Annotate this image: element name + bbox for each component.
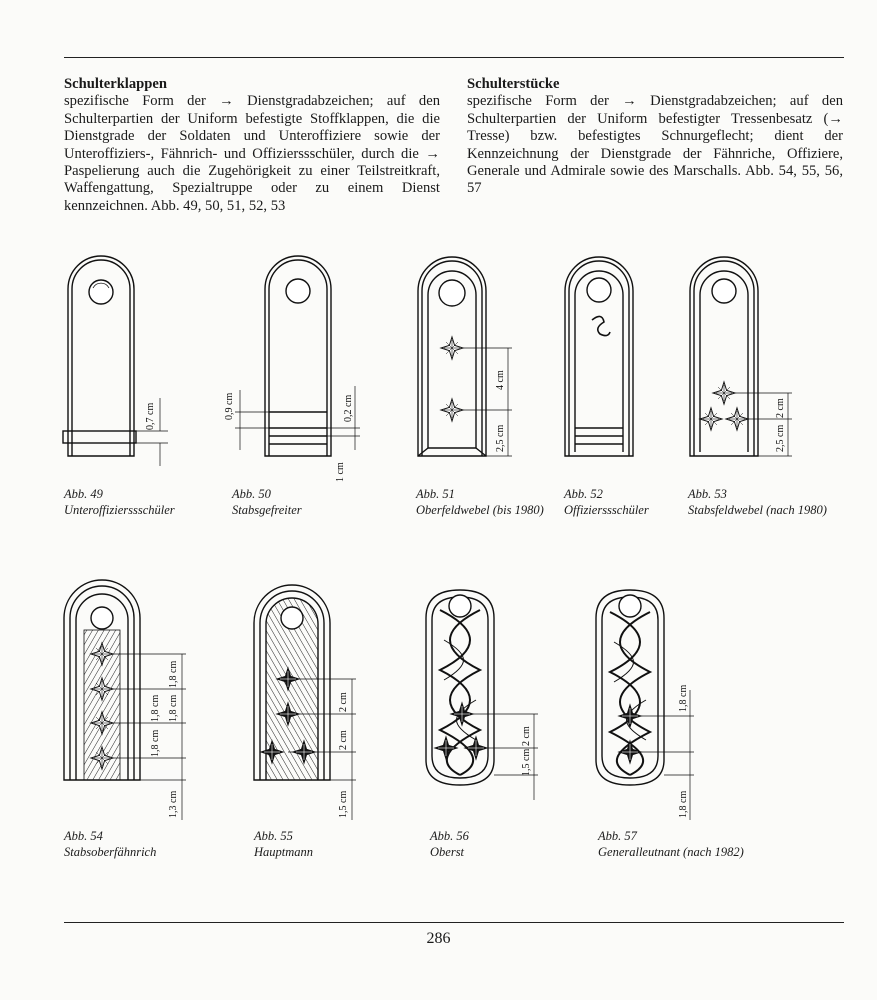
right-body: spezifische Form der → Dienstgradabzeichen; auf den Schulterpartien der Uniform befestigter Tressenbesatz (→ Tresse) bzw. befestigtes Schnurgeflecht; dient der Kennzeichnung der Dienstgrade der Fähnriche, Offiziere, Generale und Admirale sowie des Marschalls. Abb. 54, 55, 56, 57	[467, 93, 843, 197]
dim-f51-b: 2,5 cm	[495, 424, 506, 452]
dim-f54-c: 1,8 cm	[168, 694, 179, 722]
left-body: spezifische Form der → Dienstgradabzeichen; auf den Schulterpartien der Uniform befestigte Stoffklappen, die die Dienstgrade der Soldaten und Unteroffiziere sowie der Unteroffiziers-, Fähnrich- und Offizierssschüler, durch die → Paspelierung auch die Zugehörigkeit zu einer Teilstreitkraft, Waffengattung, Spezialtruppe oder zu einem Dienst kennzeichnen. Abb. 49, 50, 51, 52, 53	[64, 93, 440, 214]
caption-57-num: Abb. 57	[598, 829, 637, 843]
dim-f53-a: 2 cm	[775, 398, 786, 418]
caption-52	[564, 486, 649, 518]
caption-53-title: Stabsfeldwebel (nach 1980)	[688, 503, 827, 517]
dim-f55-b: 2 cm	[338, 730, 349, 750]
dim-f55-a: 2 cm	[338, 692, 349, 712]
dim-f54-d: 1,8 cm	[150, 729, 161, 757]
left-heading: Schulterklappen	[64, 76, 167, 92]
dim-f54-e: 1,3 cm	[168, 790, 179, 818]
caption-54-num: Abb. 54	[64, 829, 103, 843]
caption-56	[430, 828, 469, 860]
dim-f50-a: 0,9 cm	[224, 392, 235, 420]
caption-55	[254, 828, 313, 860]
bottom-rule	[64, 922, 844, 923]
dim-f53-b: 2,5 cm	[775, 424, 786, 452]
dim-f57-b: 1,8 cm	[678, 790, 689, 818]
caption-55-num: Abb. 55	[254, 829, 293, 843]
dim-f49-a: 0,7 cm	[145, 402, 156, 430]
page-number: 286	[426, 930, 451, 947]
dim-f50-c: 1 cm	[335, 462, 346, 482]
figure-52-board	[565, 257, 633, 456]
caption-49-num: Abb. 49	[64, 487, 103, 501]
figure-50-board	[235, 256, 360, 456]
caption-50-num: Abb. 50	[232, 487, 271, 501]
caption-49	[64, 486, 175, 518]
caption-57	[598, 828, 744, 860]
figure-53-stars	[700, 382, 748, 430]
caption-56-title: Oberst	[430, 845, 465, 859]
caption-51	[416, 486, 544, 518]
caption-55-title: Hauptmann	[254, 845, 314, 859]
caption-54-title: Stabsoberfähnrich	[64, 845, 157, 859]
figure-51-stars	[441, 337, 463, 421]
caption-54	[64, 828, 156, 860]
dim-f54-b: 1,8 cm	[150, 694, 161, 722]
caption-50-title: Stabsgefreiter	[232, 503, 302, 517]
caption-51-num: Abb. 51	[416, 487, 455, 501]
caption-51-title: Oberfeldwebel (bis 1980)	[416, 503, 544, 517]
dim-f57-a: 1,8 cm	[678, 684, 689, 712]
caption-53	[688, 486, 827, 518]
caption-53-num: Abb. 53	[688, 487, 727, 501]
dim-f56-b: 1,5 cm	[521, 748, 532, 776]
dim-f54-a: 1,8 cm	[168, 660, 179, 688]
caption-50	[232, 486, 302, 518]
dim-f55-c: 1,5 cm	[338, 790, 349, 818]
caption-52-title: Offizierssschüler	[564, 503, 649, 517]
figure-49-board	[63, 256, 168, 466]
right-heading: Schulterstücke	[467, 76, 560, 92]
dim-f56-a: 2 cm	[521, 726, 532, 746]
caption-57-title: Generalleutnant (nach 1982)	[598, 845, 744, 859]
dim-f50-b: 0,2 cm	[343, 394, 354, 422]
dim-f51-a: 4 cm	[495, 370, 506, 390]
caption-52-num: Abb. 52	[564, 487, 603, 501]
caption-56-num: Abb. 56	[430, 829, 469, 843]
caption-49-title: Unteroffizierssschüler	[64, 503, 175, 517]
figure-57-stars	[619, 705, 641, 763]
